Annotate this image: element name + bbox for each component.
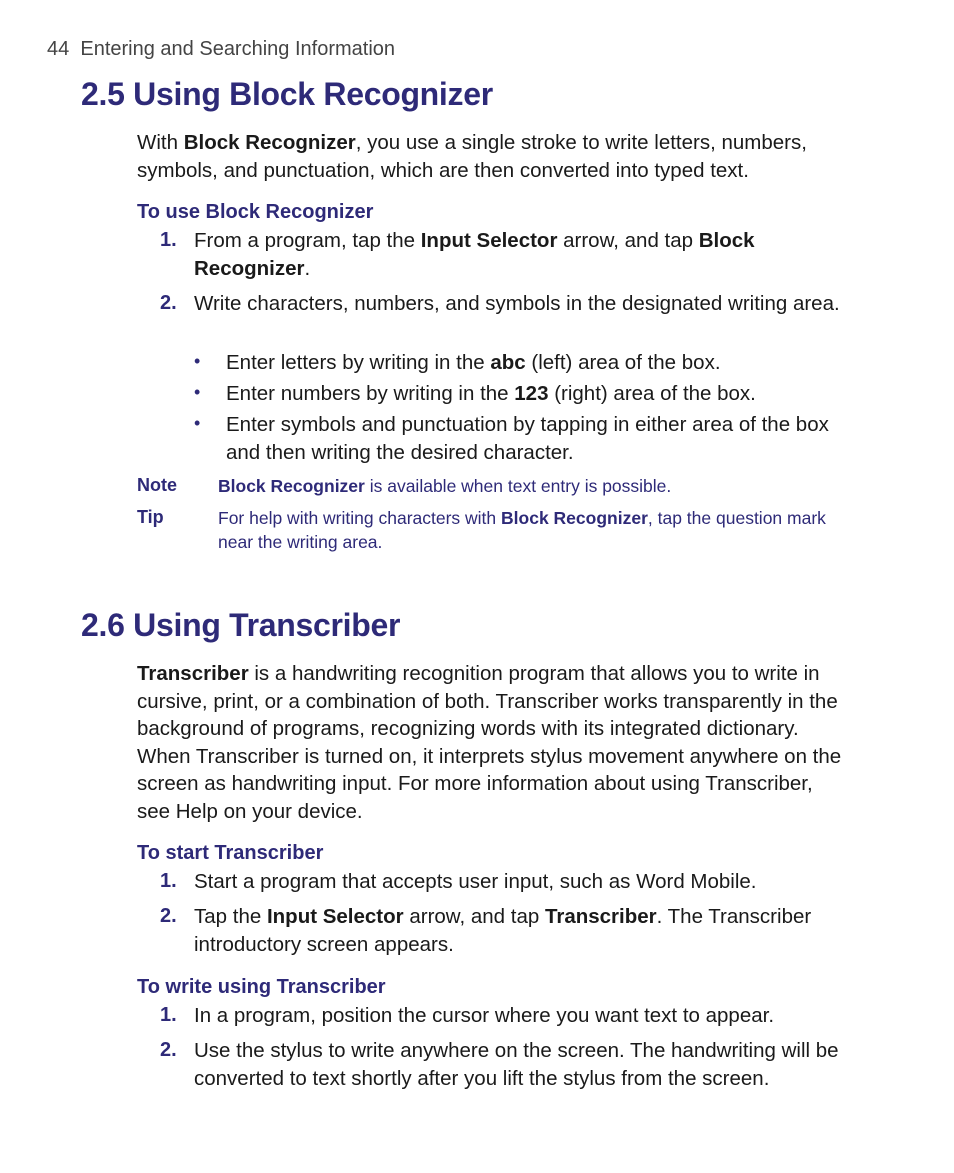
step-text: Use the stylus to write anywhere on the screen. The handwriting will be converted to text shortly after you lift the stylus from the screen.	[194, 1039, 839, 1090]
tip-text: For help with writing characters with Block Recognizer, tap the question mark near the writing area.	[218, 508, 826, 552]
step-text: Start a program that accepts user input, such as Word Mobile.	[194, 870, 757, 893]
bullet-icon: •	[194, 382, 201, 402]
note-label: Note	[137, 475, 177, 495]
transcriber-intro: Transcriber is a handwriting recognition program that allows you to write in cursive, print, or a combination of both. Transcriber works transparently in the background of programs, recognizing words with its integrated dictionary. When Transcriber is turned on, it interprets stylus movement anywhere on the screen as handwriting input. For more information about using Transcriber, see Help on your device.	[137, 662, 842, 823]
note-text: Block Recognizer is available when text entry is possible.	[218, 476, 672, 496]
step-number: 2.	[160, 292, 177, 314]
bullet-item: Enter symbols and punctuation by tapping in either area of the box and then writing the desired character.	[226, 413, 829, 464]
step-text: Write characters, numbers, and symbols in the designated writing area.	[194, 292, 840, 315]
subheading-start-transcriber: To start Transcriber	[137, 842, 324, 864]
tip-label: Tip	[137, 507, 164, 527]
running-header	[47, 38, 395, 61]
subheading-use-block-recognizer: To use Block Recognizer	[137, 201, 374, 223]
step-number: 1.	[160, 229, 177, 251]
bullet-icon: •	[194, 413, 201, 433]
step-number: 2.	[160, 905, 177, 927]
step-text: In a program, position the cursor where you want text to appear.	[194, 1004, 775, 1027]
step-text: Tap the Input Selector arrow, and tap Transcriber. The Transcriber introductory screen appears.	[194, 905, 812, 956]
step-number: 1.	[160, 1004, 177, 1026]
header-section: Entering and Searching Information	[80, 38, 396, 60]
section-title-transcriber: 2.6 Using Transcriber	[81, 607, 401, 643]
bullet-icon: •	[194, 351, 201, 371]
page-number: 44	[47, 38, 70, 60]
bullet-item: Enter letters by writing in the abc (left) area of the box.	[226, 351, 721, 374]
step-number: 1.	[160, 870, 177, 892]
step-text: From a program, tap the Input Selector arrow, and tap Block Recognizer.	[194, 229, 755, 280]
block-recognizer-intro: With Block Recognizer, you use a single stroke to write letters, numbers, symbols, and punctuation, which are then converted into typed text.	[137, 131, 807, 182]
step-number: 2.	[160, 1039, 177, 1061]
bullet-item: Enter numbers by writing in the 123 (right) area of the box.	[226, 382, 756, 405]
section-title-block-recognizer: 2.5 Using Block Recognizer	[81, 76, 493, 112]
subheading-write-transcriber: To write using Transcriber	[137, 976, 386, 998]
